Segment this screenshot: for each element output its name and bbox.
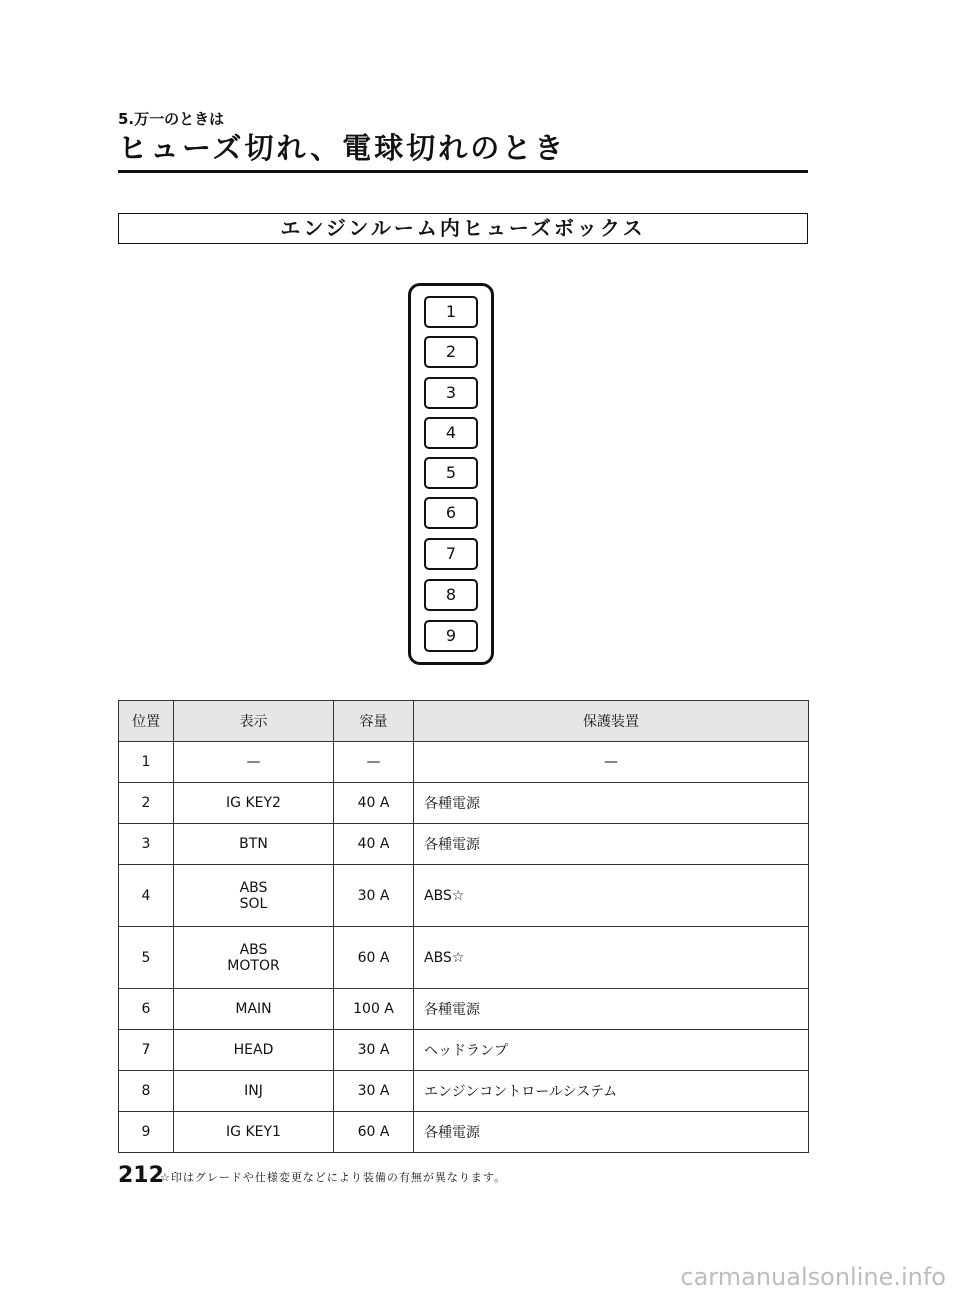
- footnote: ☆印はグレードや仕様変更などにより装備の有無が異なります。: [160, 1171, 506, 1184]
- cell-position: 3: [119, 824, 174, 865]
- cell-position: 8: [119, 1071, 174, 1112]
- cell-capacity: 30 A: [334, 1030, 414, 1071]
- cell-label-line-1: ABS: [239, 941, 268, 958]
- table-row: [119, 989, 809, 1030]
- cell-label: HEAD: [174, 1030, 334, 1071]
- cell-protected-device: —: [414, 742, 809, 783]
- fuse-slot-7: 7: [424, 538, 478, 570]
- cell-label: [174, 927, 334, 989]
- cell-label: —: [174, 742, 334, 783]
- cell-protected-device: 各種電源: [414, 783, 809, 824]
- cell-position: 7: [119, 1030, 174, 1071]
- cell-capacity: 30 A: [334, 865, 414, 927]
- fuse-slot-8: 8: [424, 579, 478, 611]
- cell-capacity: 40 A: [334, 783, 414, 824]
- table-row: [119, 742, 809, 783]
- page-number: 212: [118, 1163, 164, 1188]
- cell-position: 4: [119, 865, 174, 927]
- cell-position: 5: [119, 927, 174, 989]
- cell-protected-device: 各種電源: [414, 989, 809, 1030]
- cell-protected-device: ヘッドランプ: [414, 1030, 809, 1071]
- cell-capacity: 100 A: [334, 989, 414, 1030]
- table-row: [119, 1030, 809, 1071]
- table-row: [119, 1112, 809, 1153]
- cell-label: INJ: [174, 1071, 334, 1112]
- cell-label: [174, 865, 334, 927]
- fuse-box-heading: エンジンルーム内ヒューズボックス: [118, 213, 808, 244]
- table-row: [119, 927, 809, 989]
- fuse-slot-9: 9: [424, 620, 478, 652]
- fuse-table: [118, 700, 809, 1153]
- col-header-capacity: 容量: [334, 701, 414, 742]
- cell-label: BTN: [174, 824, 334, 865]
- cell-protected-device: 各種電源: [414, 824, 809, 865]
- fuse-slot-1: 1: [424, 296, 478, 328]
- col-header-protected-device: 保護装置: [414, 701, 809, 742]
- col-header-position: 位置: [119, 701, 174, 742]
- watermark: carmanualsonline.info: [680, 1263, 946, 1291]
- fuse-slot-4: 4: [424, 417, 478, 449]
- cell-label: IG KEY1: [174, 1112, 334, 1153]
- cell-position: 2: [119, 783, 174, 824]
- cell-protected-device: ABS☆: [414, 865, 809, 927]
- cell-label-line-1: ABS: [239, 879, 268, 896]
- cell-label: MAIN: [174, 989, 334, 1030]
- table-row: [119, 824, 809, 865]
- cell-capacity: 40 A: [334, 824, 414, 865]
- cell-position: 6: [119, 989, 174, 1030]
- fuse-slot-3: 3: [424, 377, 478, 409]
- cell-label-line-2: SOL: [239, 895, 268, 912]
- cell-capacity: 60 A: [334, 927, 414, 989]
- table-row: [119, 865, 809, 927]
- cell-protected-device: 各種電源: [414, 1112, 809, 1153]
- cell-position: 9: [119, 1112, 174, 1153]
- cell-capacity: —: [334, 742, 414, 783]
- cell-capacity: 30 A: [334, 1071, 414, 1112]
- fuse-slot-6: 6: [424, 497, 478, 529]
- fuse-slot-5: 5: [424, 457, 478, 489]
- cell-label-line-2: MOTOR: [227, 957, 280, 974]
- section-label: 5.万一のときは: [118, 110, 225, 128]
- cell-protected-device: ABS☆: [414, 927, 809, 989]
- cell-capacity: 60 A: [334, 1112, 414, 1153]
- col-header-label: 表示: [174, 701, 334, 742]
- table-row: [119, 783, 809, 824]
- page-title: ヒューズ切れ、電球切れのとき: [118, 131, 567, 165]
- table-header-row: [119, 701, 809, 742]
- cell-label: IG KEY2: [174, 783, 334, 824]
- title-divider: [118, 170, 808, 173]
- cell-protected-device: エンジンコントロールシステム: [414, 1071, 809, 1112]
- table-row: [119, 1071, 809, 1112]
- cell-position: 1: [119, 742, 174, 783]
- fuse-slot-2: 2: [424, 336, 478, 368]
